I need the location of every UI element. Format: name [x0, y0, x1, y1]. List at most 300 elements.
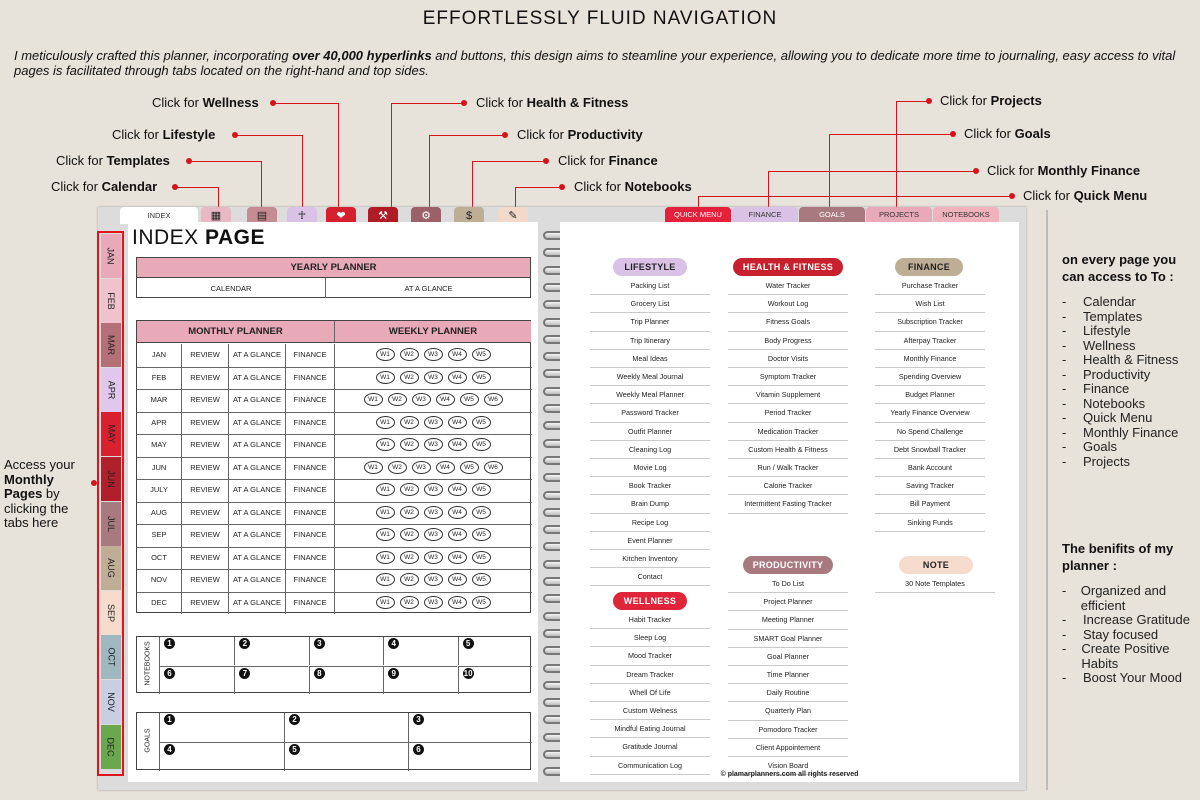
week-button[interactable]: W3: [412, 393, 431, 406]
productivity-item[interactable]: SMART Goal Planner: [728, 630, 848, 648]
week-buttons: [335, 502, 531, 525]
wellness-item[interactable]: Gratitude Journal: [590, 738, 710, 756]
finance-link[interactable]: FINANCE: [293, 440, 327, 449]
lifestyle-item[interactable]: Recipe Log: [590, 514, 710, 532]
tab-finance-top[interactable]: FINANCE: [732, 207, 798, 223]
number-badge: 8: [314, 668, 325, 679]
goal-slot[interactable]: [160, 742, 284, 771]
list-item: - Quick Menu: [1062, 410, 1153, 425]
page-title: INDEX PAGE: [132, 226, 265, 249]
health-item[interactable]: Fitness Goals: [728, 313, 848, 331]
week-button[interactable]: W3: [424, 596, 443, 609]
week-button[interactable]: W6: [484, 393, 503, 406]
list-item: - Boost Your Mood: [1062, 670, 1183, 685]
review-link[interactable]: REVIEW: [190, 395, 220, 404]
glance-link[interactable]: AT A GLANCE: [232, 597, 282, 607]
table-row: [137, 344, 532, 367]
productivity-item[interactable]: Quarterly Plan: [728, 702, 848, 720]
table-row: [137, 502, 532, 525]
finance-link[interactable]: FINANCE: [293, 395, 327, 404]
table-row: [137, 367, 532, 390]
week-button[interactable]: W1: [376, 348, 395, 361]
tab-index[interactable]: INDEX: [120, 207, 198, 224]
callout-templates: Click for Templates: [56, 153, 170, 168]
month-tab-label: MAR: [106, 335, 116, 356]
yearly-calendar-link[interactable]: CALENDAR: [210, 284, 252, 293]
health-item[interactable]: Doctor Visits: [728, 350, 848, 368]
productivity-item[interactable]: Vision Board: [728, 757, 848, 775]
finance-heading[interactable]: FINANCE: [895, 258, 963, 276]
number-badge: 2: [289, 714, 300, 725]
note-item[interactable]: 30 Note Templates: [875, 575, 995, 593]
finance-item[interactable]: Afterpay Tracker: [875, 332, 985, 350]
health-item[interactable]: Run / Walk Tracker: [728, 459, 848, 477]
list-item: - Organized and efficient: [1062, 583, 1167, 613]
goals-label: GOALS: [144, 728, 152, 753]
week-button[interactable]: W2: [400, 573, 419, 586]
week-button[interactable]: W3: [412, 461, 431, 474]
wellness-item[interactable]: Dream Tracker: [590, 666, 710, 684]
health-item[interactable]: Intermittent Fasting Tracker: [728, 495, 848, 513]
dumbbell-icon: ⚒: [378, 210, 388, 222]
week-button[interactable]: W2: [400, 371, 419, 384]
wellness-item[interactable]: Whell Of Life: [590, 684, 710, 702]
week-button[interactable]: W2: [400, 551, 419, 564]
lifestyle-item[interactable]: Grocery List: [590, 295, 710, 313]
lifestyle-item[interactable]: Weekly Meal Planner: [590, 386, 710, 404]
tab-projects[interactable]: PROJECTS: [866, 207, 932, 223]
health-item[interactable]: Water Tracker: [728, 277, 848, 295]
callout-productivity: Click for Productivity: [517, 127, 643, 142]
list-item: - Monthly Finance: [1062, 424, 1179, 440]
wellness-heading[interactable]: WELLNESS: [613, 592, 687, 610]
list-item: - Increase Gratitude: [1062, 612, 1190, 627]
week-button[interactable]: W3: [424, 573, 443, 586]
month-tab-label: MAY: [106, 424, 116, 444]
week-button[interactable]: W1: [376, 573, 395, 586]
week-button[interactable]: W5: [460, 461, 479, 474]
table-row: [137, 524, 532, 547]
document-icon: ▤: [256, 210, 268, 222]
week-button[interactable]: W1: [376, 596, 395, 609]
week-button[interactable]: W1: [376, 416, 395, 429]
month-link[interactable]: NOV: [150, 575, 168, 584]
week-button[interactable]: W4: [448, 371, 467, 384]
finance-link[interactable]: FINANCE: [293, 530, 327, 539]
month-link[interactable]: JUN: [151, 462, 167, 472]
review-link[interactable]: REVIEW: [190, 485, 220, 494]
gears-icon: ⚙: [421, 210, 431, 222]
lifestyle-item[interactable]: Contact: [590, 568, 710, 586]
review-link[interactable]: REVIEW: [190, 552, 220, 562]
week-button[interactable]: W1: [376, 551, 395, 564]
list-item: - Wellness: [1062, 337, 1136, 353]
finance-item[interactable]: Saving Tracker: [875, 477, 985, 495]
productivity-item[interactable]: Time Planner: [728, 666, 848, 684]
callout-finance: Click for Finance: [558, 153, 658, 168]
week-button[interactable]: W2: [388, 393, 407, 406]
week-buttons: [335, 412, 531, 435]
yoga-icon: ☥: [297, 210, 307, 222]
review-link[interactable]: REVIEW: [190, 597, 220, 607]
notebook-slot[interactable]: [234, 666, 308, 694]
goal-slot[interactable]: [284, 713, 408, 742]
productivity-item[interactable]: To Do List: [728, 575, 848, 593]
table-row: [137, 547, 532, 570]
week-button[interactable]: W5: [472, 483, 491, 496]
finance-item[interactable]: Wish List: [875, 295, 985, 313]
productivity-heading[interactable]: PRODUCTIVITY: [743, 556, 833, 574]
notebooks-grid: [136, 636, 531, 693]
month-tab-label: AUG: [105, 558, 116, 578]
number-badge: 3: [413, 714, 424, 725]
glance-link[interactable]: AT A GLANCE: [232, 372, 282, 382]
week-button[interactable]: W1: [364, 393, 383, 406]
week-buttons: [335, 479, 531, 502]
month-link[interactable]: MAY: [151, 440, 167, 449]
finance-link[interactable]: FINANCE: [293, 597, 327, 607]
wellness-item[interactable]: Communication Log: [590, 757, 710, 775]
week-button[interactable]: W4: [448, 438, 467, 451]
wellness-item[interactable]: Custom Welness: [590, 702, 710, 720]
lifestyle-item[interactable]: Password Tracker: [590, 404, 710, 422]
calendar-icon: ▦: [210, 210, 222, 222]
week-button[interactable]: W1: [376, 506, 395, 519]
productivity-item[interactable]: Meeting Planner: [728, 611, 848, 629]
finance-item[interactable]: Monthly Finance: [875, 350, 985, 368]
week-buttons: [335, 434, 531, 457]
number-badge: 1: [164, 714, 175, 725]
number-badge: 1: [164, 638, 175, 649]
week-button[interactable]: W5: [472, 506, 491, 519]
glance-link[interactable]: AT A GLANCE: [232, 395, 282, 404]
goal-slot[interactable]: [408, 742, 532, 771]
planner-page: [98, 207, 1026, 790]
table-row: [137, 389, 532, 412]
lifestyle-item[interactable]: Brain Dump: [590, 495, 710, 513]
number-badge: 3: [314, 638, 325, 649]
week-button[interactable]: W2: [400, 506, 419, 519]
access-list: [1062, 295, 1178, 469]
callout-calendar: Click for Calendar: [51, 179, 158, 194]
review-link[interactable]: REVIEW: [190, 417, 220, 427]
finance-item[interactable]: Debt Snowball Tracker: [875, 441, 985, 459]
list-item: - Notebooks: [1062, 395, 1146, 411]
month-link[interactable]: DEC: [151, 597, 167, 607]
glance-link[interactable]: AT A GLANCE: [232, 440, 282, 449]
review-link[interactable]: REVIEW: [190, 530, 220, 539]
lifestyle-item[interactable]: Event Planner: [590, 532, 710, 550]
notebooks-label: NOTEBOOKS: [144, 641, 152, 686]
lifestyle-item[interactable]: Trip Itinerary: [590, 332, 710, 350]
table-row: [137, 412, 532, 435]
tab-goals[interactable]: GOALS: [799, 207, 865, 223]
callout-projects: Click for Projects: [940, 93, 1042, 108]
week-button[interactable]: W5: [472, 573, 491, 586]
finance-item[interactable]: Budget Planner: [875, 386, 985, 404]
wellness-item[interactable]: Mood Tracker: [590, 647, 710, 665]
glance-link[interactable]: AT A GLANCE: [232, 507, 282, 517]
month-tab-label: APR: [105, 380, 116, 400]
week-buttons: [335, 592, 531, 615]
week-button[interactable]: W4: [448, 551, 467, 564]
month-tab-label: JAN: [105, 247, 116, 265]
week-button[interactable]: W5: [460, 393, 479, 406]
goals-grid: [136, 712, 531, 770]
month-tab-label: NOV: [105, 692, 116, 712]
wellness-item[interactable]: Mindful Eating Journal: [590, 720, 710, 738]
finance-item[interactable]: Spending Overview: [875, 368, 985, 386]
number-badge: 5: [463, 638, 474, 649]
productivity-item[interactable]: Pomodoro Tracker: [728, 721, 848, 739]
goal-slot[interactable]: [284, 742, 408, 771]
monthly-planner-title: MONTHLY PLANNER: [137, 321, 334, 343]
callout-monthly-finance: Click for Monthly Finance: [987, 163, 1141, 178]
month-link[interactable]: OCT: [151, 552, 167, 562]
week-button[interactable]: W3: [424, 528, 443, 541]
finance-item[interactable]: Yearly Finance Overview: [875, 404, 985, 422]
week-button[interactable]: W5: [472, 438, 491, 451]
weekly-planner-title: WEEKLY PLANNER: [335, 321, 531, 343]
lifestyle-item[interactable]: Packing List: [590, 277, 710, 295]
week-button[interactable]: W2: [400, 528, 419, 541]
month-tab-label: OCT: [106, 647, 116, 667]
callout-lifestyle: Click for Lifestyle: [112, 127, 216, 142]
glance-link[interactable]: AT A GLANCE: [232, 575, 282, 584]
callout-health: Click for Health & Fitness: [476, 95, 629, 110]
finance-link[interactable]: FINANCE: [293, 417, 327, 427]
finance-item[interactable]: No Spend Challenge: [875, 423, 985, 441]
health-item[interactable]: Medication Tracker: [728, 423, 848, 441]
health-item[interactable]: Custom Health & Fitness: [728, 441, 848, 459]
glance-link[interactable]: AT A GLANCE: [232, 417, 282, 427]
week-button[interactable]: W4: [448, 483, 467, 496]
week-buttons: [335, 547, 531, 570]
week-button[interactable]: W1: [376, 483, 395, 496]
month-tab-label: JUN: [106, 470, 116, 488]
goal-slot[interactable]: [160, 713, 284, 742]
month-link[interactable]: JULY: [150, 485, 168, 494]
table-row: [137, 434, 532, 457]
month-link[interactable]: JAN: [151, 350, 167, 359]
list-item: - Create Positive Habits: [1062, 641, 1170, 671]
yearly-planner: [136, 257, 531, 298]
yearly-glance-link[interactable]: AT A GLANCE: [404, 284, 453, 293]
review-link[interactable]: REVIEW: [190, 440, 220, 449]
goal-slot[interactable]: [408, 713, 532, 742]
table-row: [137, 569, 532, 592]
index-right-sheet: [560, 222, 1019, 782]
week-button[interactable]: W5: [472, 596, 491, 609]
number-badge: 2: [239, 638, 250, 649]
month-link[interactable]: SEP: [151, 530, 167, 539]
review-link[interactable]: REVIEW: [190, 462, 220, 472]
yearly-planner-title: YEARLY PLANNER: [137, 258, 530, 278]
productivity-item[interactable]: Client Appointement: [728, 739, 848, 757]
finance-link[interactable]: FINANCE: [293, 552, 327, 562]
callout-goals: Click for Goals: [964, 126, 1051, 141]
week-button[interactable]: W4: [448, 573, 467, 586]
notebook-slot[interactable]: [309, 666, 383, 694]
week-button[interactable]: W5: [472, 551, 491, 564]
health-item[interactable]: Body Progress: [728, 332, 848, 350]
finance-link[interactable]: FINANCE: [293, 507, 327, 517]
finance-item[interactable]: Bill Payment: [875, 495, 985, 513]
number-badge: 9: [388, 668, 399, 679]
week-button[interactable]: W3: [424, 438, 443, 451]
week-button[interactable]: W2: [400, 348, 419, 361]
week-buttons: [335, 569, 531, 592]
health-item[interactable]: Workout Log: [728, 295, 848, 313]
week-button[interactable]: W2: [400, 416, 419, 429]
health-item[interactable]: Symptom Tracker: [728, 368, 848, 386]
glance-link[interactable]: AT A GLANCE: [232, 485, 282, 494]
glance-link[interactable]: AT A GLANCE: [232, 552, 282, 562]
week-button[interactable]: W3: [424, 371, 443, 384]
week-button[interactable]: W3: [424, 483, 443, 496]
glance-link[interactable]: AT A GLANCE: [232, 462, 282, 472]
week-button[interactable]: W4: [436, 461, 455, 474]
week-button[interactable]: W2: [400, 483, 419, 496]
lifestyle-item[interactable]: Movie Log: [590, 459, 710, 477]
week-button[interactable]: W3: [424, 348, 443, 361]
week-buttons: [335, 344, 531, 367]
health-item[interactable]: Vitamin Supplement: [728, 386, 848, 404]
week-buttons: [335, 367, 531, 390]
number-badge: 5: [289, 744, 300, 755]
wellness-item[interactable]: Sleep Log: [590, 629, 710, 647]
finance-link[interactable]: FINANCE: [293, 372, 327, 382]
number-badge: 6: [413, 744, 424, 755]
intro-text: I meticulously crafted this planner, incorporating over 40,000 hyperlinks and buttons, this design aims to steamline your experience, allowing you to dedicate more time to journaling, easy access to vital pages is facilitated through tabs located on the right-hand and top sides.: [14, 48, 1176, 78]
notebook-slot[interactable]: [160, 637, 234, 665]
callout-notebooks: Click for Notebooks: [574, 179, 692, 194]
wellness-item[interactable]: Habit Tracker: [590, 611, 710, 629]
finance-item[interactable]: Sinking Funds: [875, 514, 985, 532]
productivity-item[interactable]: Project Planner: [728, 593, 848, 611]
notebook-slot[interactable]: [383, 637, 457, 665]
finance-item[interactable]: Subscription Tracker: [875, 313, 985, 331]
week-button[interactable]: W3: [424, 551, 443, 564]
week-button[interactable]: W4: [448, 348, 467, 361]
table-row: [137, 592, 532, 615]
finance-item[interactable]: Purchase Tracker: [875, 277, 985, 295]
finance-item[interactable]: Bank Account: [875, 459, 985, 477]
week-button[interactable]: W4: [448, 416, 467, 429]
table-row: [137, 479, 532, 502]
week-button[interactable]: W2: [400, 438, 419, 451]
month-tab-label: DEC: [105, 737, 116, 757]
lifestyle-item[interactable]: Meal Ideas: [590, 350, 710, 368]
week-button[interactable]: W4: [448, 596, 467, 609]
glance-link[interactable]: AT A GLANCE: [232, 350, 282, 359]
health-item[interactable]: Period Tracker: [728, 404, 848, 422]
piggy-bank-icon: $: [465, 209, 473, 222]
list-item: - Stay focused: [1062, 626, 1159, 642]
lifestyle-item[interactable]: Weekly Meal Journal: [590, 368, 710, 386]
week-button[interactable]: W5: [472, 416, 491, 429]
lifestyle-item[interactable]: Cleaning Log: [590, 441, 710, 459]
lifestyle-item[interactable]: Kitchen Inventory: [590, 550, 710, 568]
review-link[interactable]: REVIEW: [190, 507, 220, 517]
month-link[interactable]: AUG: [150, 507, 168, 517]
health-item[interactable]: Calorie Tracker: [728, 477, 848, 495]
week-button[interactable]: W2: [388, 461, 407, 474]
heart-icon: ❤: [336, 210, 346, 222]
week-button[interactable]: W1: [376, 371, 395, 384]
review-link[interactable]: REVIEW: [190, 350, 220, 359]
week-button[interactable]: W3: [424, 416, 443, 429]
month-link[interactable]: APR: [151, 417, 167, 427]
number-badge: 6: [164, 668, 175, 679]
note-heading[interactable]: NOTE: [899, 556, 973, 574]
finance-link[interactable]: FINANCE: [293, 485, 327, 494]
month-link[interactable]: FEB: [151, 372, 167, 382]
month-tab-label: JUL: [105, 515, 116, 532]
notebook-icon: ✎: [508, 210, 518, 222]
lifestyle-item[interactable]: Outfit Planner: [590, 423, 710, 441]
monthly-weekly-table: [136, 320, 531, 613]
monthly-tabs-note: Access your Monthly Pages by clicking the tabs here: [4, 457, 75, 530]
review-link[interactable]: REVIEW: [190, 372, 220, 382]
notebook-slot[interactable]: [160, 666, 234, 694]
notebook-slot[interactable]: [458, 637, 532, 665]
list-item: - Health & Fitness: [1062, 352, 1179, 367]
table-row: [137, 457, 532, 480]
week-button[interactable]: W4: [436, 393, 455, 406]
lifestyle-item[interactable]: Trip Planner: [590, 313, 710, 331]
week-button[interactable]: W2: [400, 596, 419, 609]
week-button[interactable]: W5: [472, 371, 491, 384]
productivity-item[interactable]: Daily Routine: [728, 684, 848, 702]
month-link[interactable]: MAR: [150, 395, 168, 404]
review-link[interactable]: REVIEW: [190, 575, 220, 584]
week-button[interactable]: W4: [448, 528, 467, 541]
list-item: - Productivity: [1062, 366, 1151, 382]
finance-link[interactable]: FINANCE: [293, 462, 327, 472]
week-button[interactable]: W4: [448, 506, 467, 519]
finance-link[interactable]: FINANCE: [293, 350, 327, 359]
headline: EFFORTLESSLY FLUID NAVIGATION: [422, 8, 778, 29]
week-buttons: [335, 457, 531, 480]
productivity-item[interactable]: Goal Planner: [728, 648, 848, 666]
list-item: - Finance: [1062, 381, 1130, 396]
glance-link[interactable]: AT A GLANCE: [232, 530, 282, 539]
notebook-slot[interactable]: [234, 637, 308, 665]
finance-link[interactable]: FINANCE: [293, 575, 327, 584]
tab-notebooks-top[interactable]: NOTEBOOKS: [933, 207, 999, 223]
lifestyle-heading[interactable]: LIFESTYLE: [613, 258, 687, 276]
week-button[interactable]: W6: [484, 461, 503, 474]
week-button[interactable]: W5: [472, 348, 491, 361]
tab-quick-menu[interactable]: QUICK MENU: [665, 207, 731, 223]
week-button[interactable]: W1: [364, 461, 383, 474]
notebook-slot[interactable]: [458, 666, 532, 694]
lifestyle-item[interactable]: Book Tracker: [590, 477, 710, 495]
number-badge: 10: [463, 668, 473, 678]
week-button[interactable]: W5: [472, 528, 491, 541]
week-button[interactable]: W1: [376, 438, 395, 451]
list-item: - Calendar: [1062, 294, 1136, 309]
number-badge: 4: [388, 638, 399, 649]
health-heading[interactable]: HEALTH & FITNESS: [733, 258, 843, 276]
number-badge: 4: [164, 744, 175, 755]
notebook-slot[interactable]: [383, 666, 457, 694]
week-button[interactable]: W3: [424, 506, 443, 519]
index-left-sheet: [128, 222, 538, 782]
notebook-slot[interactable]: [309, 637, 383, 665]
week-button[interactable]: W1: [376, 528, 395, 541]
